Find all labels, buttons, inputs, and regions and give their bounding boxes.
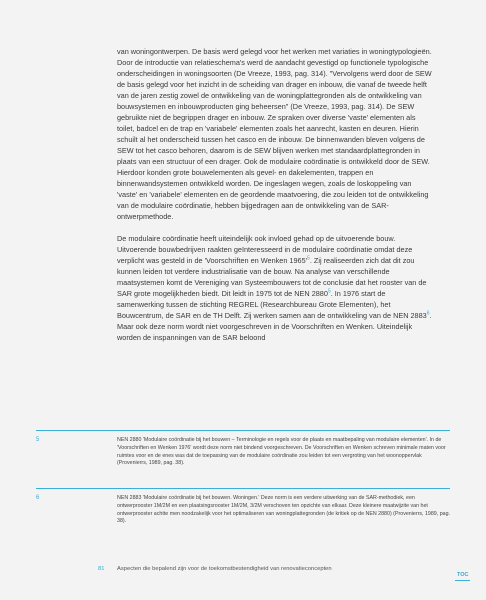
footnote-ref[interactable]: 5 bbox=[307, 255, 310, 262]
toc-link[interactable]: TOC bbox=[457, 572, 469, 578]
footnote-number: 6 bbox=[36, 495, 40, 501]
main-text bbox=[117, 46, 433, 354]
footnote-number: 5 bbox=[36, 437, 40, 443]
paragraph bbox=[117, 233, 433, 343]
footnote bbox=[36, 495, 450, 526]
footnote-text: NEN 2880 'Modulaire coördinatie bij het bouwen – Terminologie en regels voor de plaats en maatbepaling van modulaire elementen'. In de 'Voorschriften en Wenken 1976' wordt deze norm niet bindend voorgeschreven. De Voorschriften en Wenken schreven minimale maten voor ruimtes voor en de enes was dat de toepassing van de modulaire coördinatie zou leiden tot een vergroting van het woonoppervlak (Provenierrs, 1989, pag. 38). bbox=[117, 437, 446, 467]
page-number: 81 bbox=[98, 566, 105, 572]
footnote bbox=[36, 437, 450, 468]
paragraph: van woningontwerpen. De basis werd gelegd voor het werken met variaties in woningtypologieën. Door de introductie van relatieschema's werd de aandacht gevestigd op functionele typologische onderscheidingen in woningsoorten (De Vreeze, 1993, pag. 314). "Vervolgens werd door de SEW de basis gelegd voor het inzicht in de scheiding van drager en inbouw, die vanaf de tweede helft van de jaren zestig zowel de ontwikkeling van de woningplattegronden als de ontwikkeling van bouwsystemen en inbouwproducten ging beheersen" (De Vreeze, 1993, pag. 314). De SEW gebruikte niet de begrippen drager en inbouw. Ze spraken over diverse 'vaste' elementen als toilet, badcel en de trap en 'variabele' elementen zoals het aanrecht, kasten en deuren. Hierin schuilt al het onderscheid tussen het casco en de inbouw. De binnenwanden bleven volgens de SEW tot het casco behoren, daarom is de SEW blijven werken met standaardplattegronden in plaats van een structuur of een drager. Ook de modulaire coördinatie is ontwikkeld door de SEW. Hierdoor konden grote bouwelementen als gevel- en dakelementen, trappen en binnenwandsystemen ontwikkeld worden. De ingeslagen wegen, zoals de loskoppeling van 'vaste' en 'variabele' elementen en de geordende maatvoering, die zou leiden tot de ontwikkeling van de modulaire coördinatie, hebben bijgedragen aan de ontwikkeling van de SAR-ontwerpmethode. bbox=[117, 47, 432, 221]
footnote-text: NEN 2883 'Modulaire coördinatie bij het bouwen. Woningen.' Deze norm is een verdere uitwerking van de SAR-methodiek, een ontwerprooster 1M/2M en een plaatsingsrooster 1M/2M, 3/2M verschoven ten opzichte van elkaar. Deze kleinere maatwijzite van het ontwerprooster achtte men noodzakelijk voor het optimaliseren van woningplattegronden (de kritiek op de NEN 2880) (Provenierrs, 1989, pag. 38). bbox=[117, 495, 451, 525]
footnote-ref[interactable]: 6 bbox=[426, 310, 430, 317]
paragraph-segment: . Maar ook deze norm wordt niet voorgeschreven in de Voorschriften en Wenken. Uiteindelijk worden de inspanningen van de SAR beloond bbox=[117, 311, 432, 342]
paragraph-segment: De modulaire coördinatie heeft uiteindelijk ook invloed gehad op de uitvoerende bouw. Uitvoerende bouwbedrijven raakten geïnteresseerd in de modulaire coördinatie omdat deze verplicht was gesteld in de 'Voorschriften en Wenken 1965' bbox=[117, 234, 413, 265]
paragraph-segment: . In 1976 start de samenwerking tussen de stichting REGREL (Researchbureau Grote Elementen), het Bouwcentrum, de SAR en de TH Delft. Zij werken samen aan de ontwikkeling van de NEN 2883 bbox=[117, 289, 427, 320]
footnote-divider bbox=[36, 430, 450, 431]
footnote-ref[interactable]: 5 bbox=[327, 288, 331, 295]
paragraph-segment: . Zij realiseerden zich dat dit zou kunnen leiden tot verdere industrialisatie van de bouw. Na analyse van verschillende maatsystemen komt de Vereniging van Systeembouwers tot de conclusie dat het rooster van de SAR grote mogelijkheden biedt. Dit leidt in 1975 tot de NEN 2880 bbox=[117, 256, 427, 298]
footnote-divider bbox=[36, 488, 450, 489]
toc-underline bbox=[455, 580, 470, 581]
running-title: Aspecten die bepalend zijn voor de toekomstbestendigheid van renovatieconcepten bbox=[117, 566, 332, 572]
